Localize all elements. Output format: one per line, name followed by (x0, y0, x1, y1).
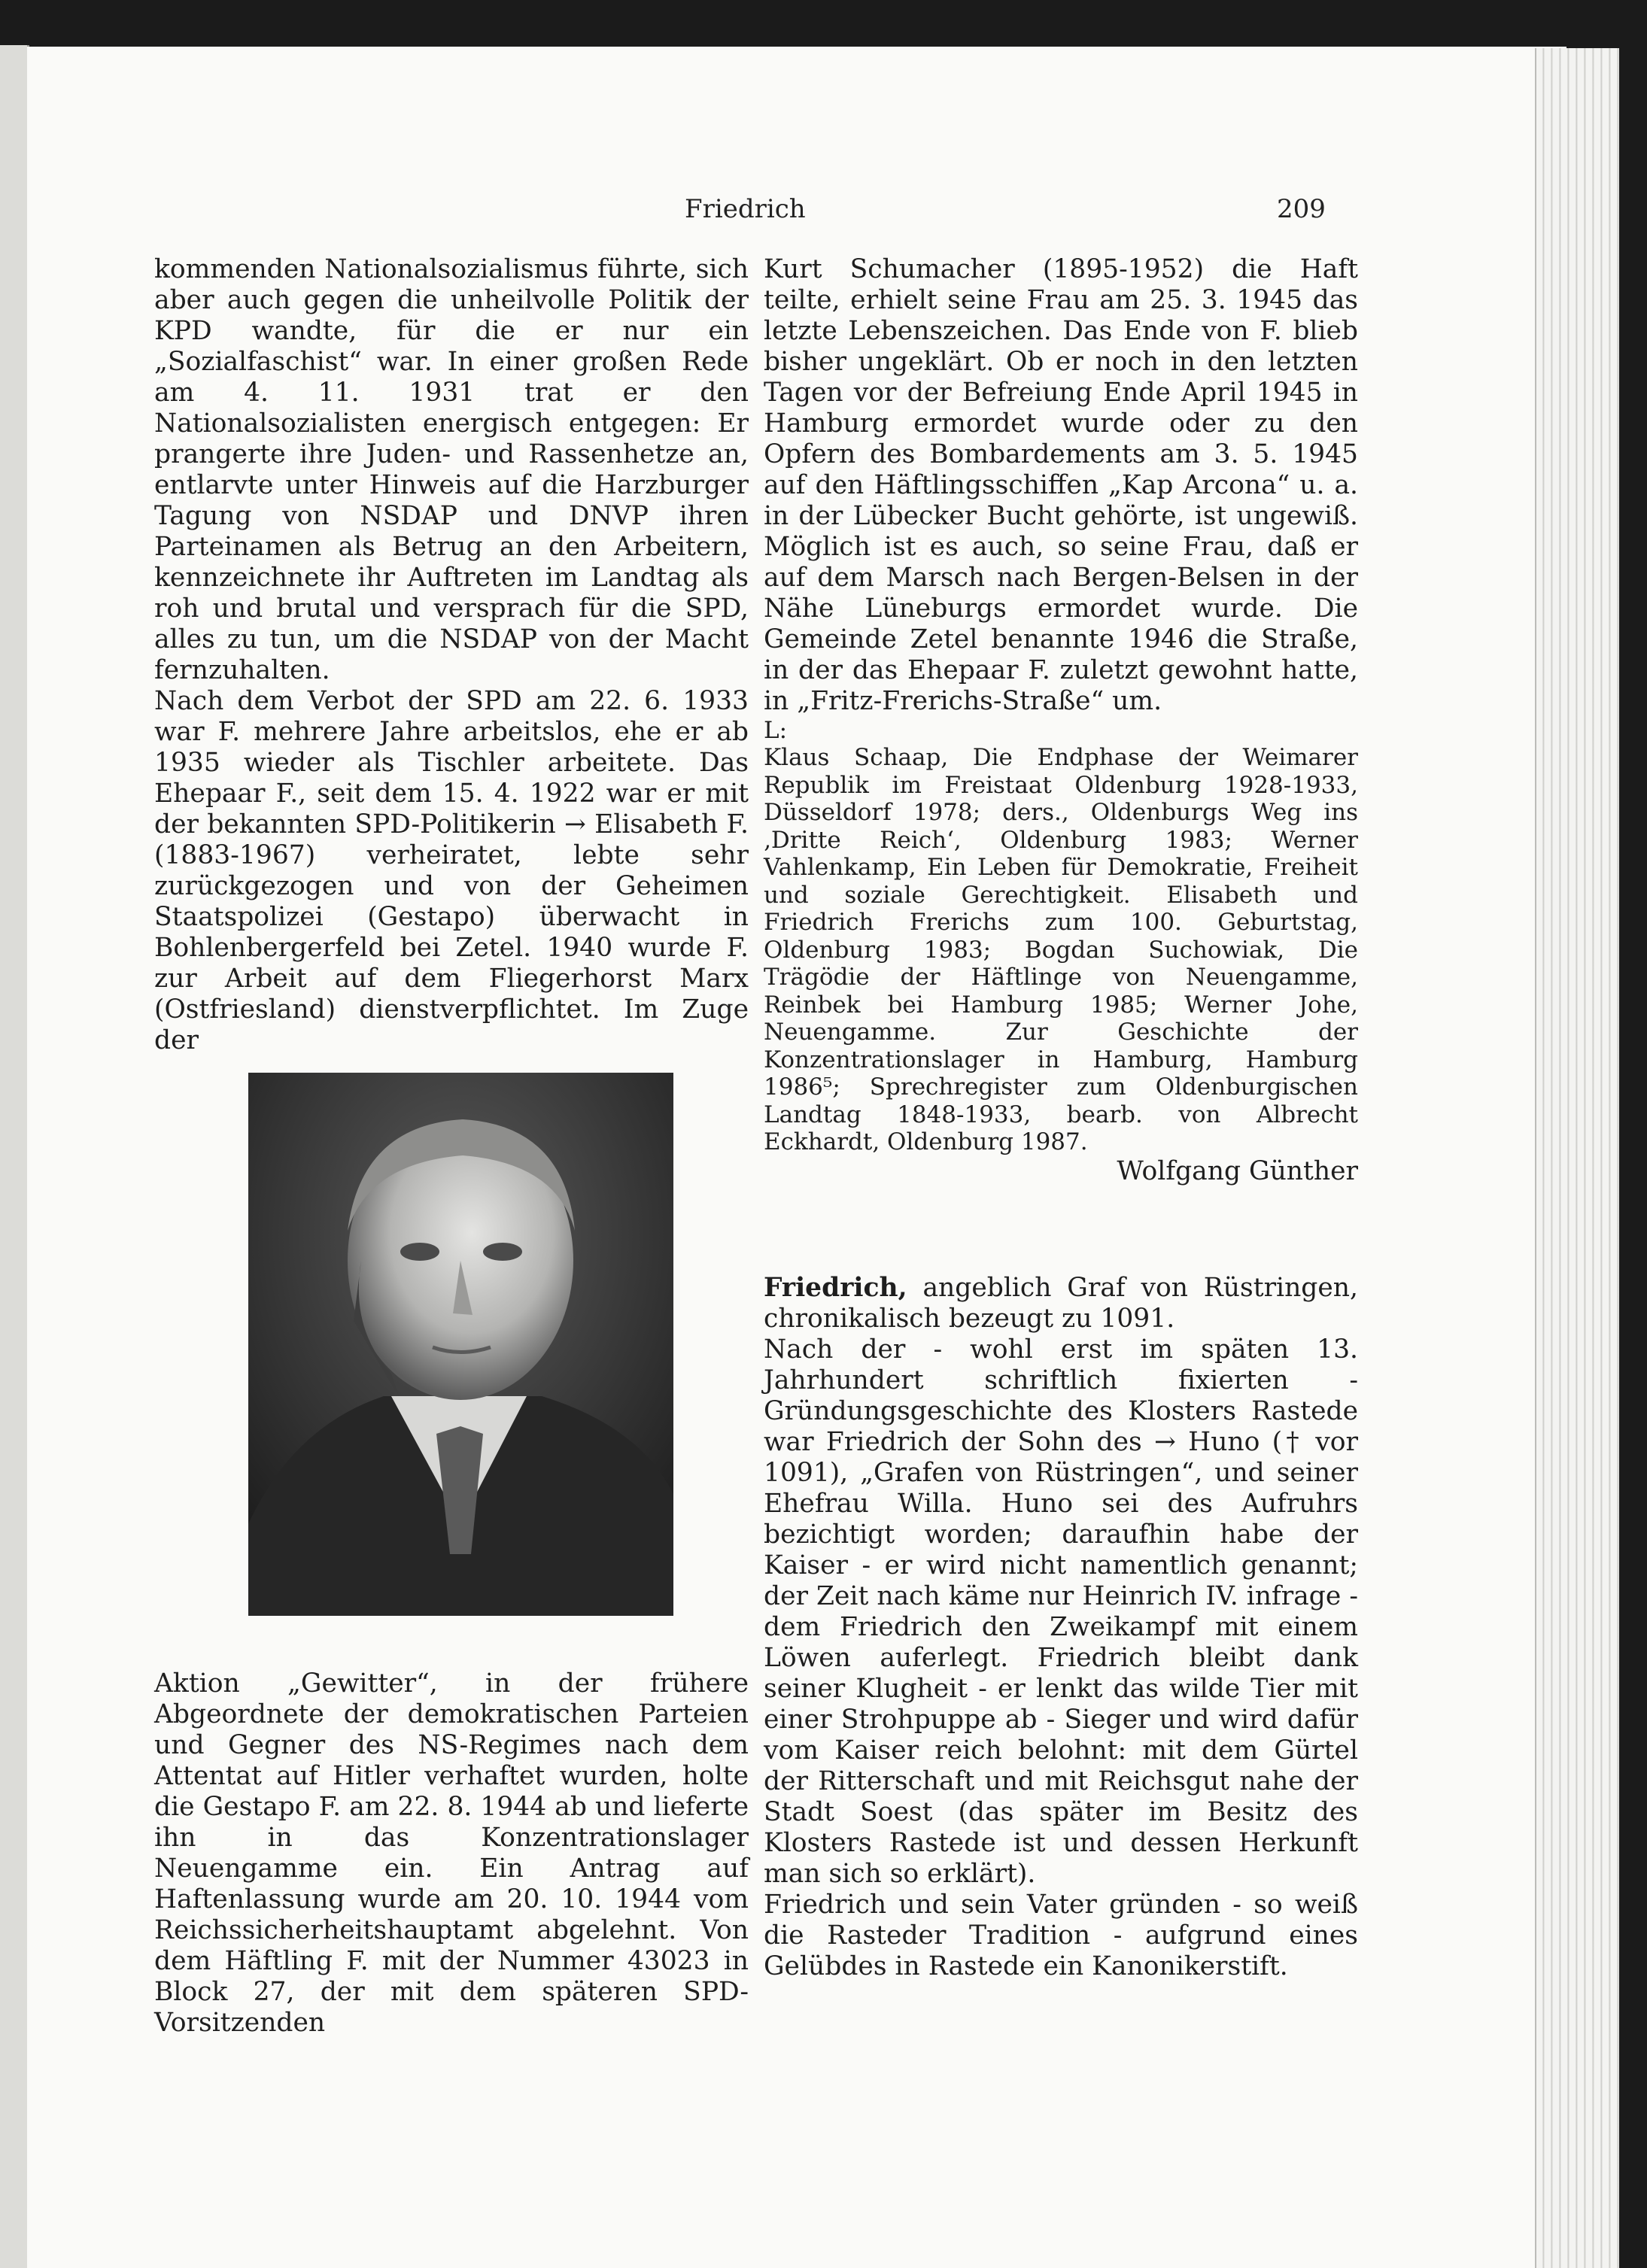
page-number: 209 (1277, 194, 1326, 224)
running-head: Friedrich (685, 194, 806, 224)
entry-heading (764, 1273, 1358, 1334)
paragraph: Friedrich und sein Vater gründen - so weiß die Rasteder Tradition - aufgrund eines Gelübdes in Rastede ein Kanonikerstift. (764, 1889, 1358, 1981)
entry-intro: angeblich Graf von Rüstringen, chronikalisch bezeugt zu 1091. (764, 1272, 1358, 1334)
portrait-photo (248, 1073, 673, 1616)
page-stack-edge (1535, 48, 1619, 2268)
literature-list: Klaus Schaap, Die Endphase der Weimarer Republik im Freistaat Oldenburg 1928-1933, Düsseldorf 1978; ders., Oldenburgs Weg ins ‚Dritte Reich‘, Oldenburg 1983; Werner Vahlenkamp, Ein Leben für Demokratie, Freiheit und soziale Gerechtigkeit. Elisabeth und Friedrich Frerichs zum 100. Geburtstag, Oldenburg 1983; Bogdan Suchowiak, Die Trägödie der Häftlinge von Neuengamme, Reinbek bei Hamburg 1985; Werner Johe, Neuengamme. Zur Geschichte der Konzentrationslager in Hamburg, Hamburg 1986⁵; Sprechregister zum Oldenburgischen Landtag 1848-1933, bearb. von Albrecht Eckhardt, Oldenburg 1987. (764, 744, 1358, 1155)
left-column-bottom (154, 1668, 749, 2039)
entry-separator (764, 1187, 1358, 1273)
right-column (764, 254, 1358, 1982)
paragraph: Nach dem Verbot der SPD am 22. 6. 1933 war F. mehrere Jahre arbeitslos, ehe er ab 1935 wieder als Tischler arbeitete. Das Ehepaar F., seit dem 15. 4. 1922 war er mit der bekannten SPD-Politikerin → Elisabeth F. (1883-1967) verheiratet, lebte sehr zurückgezogen und von der Geheimen Staatspolizei (Gestapo) überwacht in Bohlenbergerfeld bei Zetel. 1940 wurde F. zur Arbeit auf dem Fliegerhorst Marx (Ostfriesland) dienstverpflichtet. Im Zuge der (154, 686, 749, 1055)
entry-lemma: Friedrich, (764, 1272, 907, 1303)
paragraph: Nach der - wohl erst im späten 13. Jahrhundert schriftlich fixierten - Gründungsgeschichte des Klosters Rastede war Friedrich der Sohn des → Huno († vor 1091), „Grafen von Rüstringen“, und seiner Ehefrau Willa. Huno sei des Aufruhrs bezichtigt worden; daraufhin habe der Kaiser - er wird nicht namentlich genannt; der Zeit nach käme nur Heinrich IV. infrage - dem Friedrich den Zweikampf mit einem Löwen auferlegt. Friedrich bleibt dank seiner Klugheit - er lenkt das wilde Tier mit einer Strohpuppe ab - Sieger und wird dafür vom Kaiser reich belohnt: mit dem Gürtel der Ritterschaft und mit Reichsgut nahe der Stadt Soest (das später im Besitz des Klosters Rastede ist und dessen Herkunft man sich so erklärt). (764, 1334, 1358, 1889)
paragraph: kommenden Nationalsozialismus führte, sich aber auch gegen die unheilvolle Politik der KPD wandte, für die er nur ein „Sozialfaschist“ war. In einer großen Rede am 4. 11. 1931 trat er den Nationalsozialisten energisch entgegen: Er prangerte ihre Juden- und Rassenhetze an, entlarvte unter Hinweis auf die Harzburger Tagung von NSDAP und DNVP ihren Parteinamen als Betrug an den Arbeitern, kennzeichnete ihr Auftreten im Landtag als roh und brutal und versprach für die SPD, alles zu tun, um die NSDAP von der Macht fernzuhalten. (154, 254, 749, 685)
paragraph: Kurt Schumacher (1895-1952) die Haft teilte, erhielt seine Frau am 25. 3. 1945 das letzte Lebenszeichen. Das Ende von F. blieb bisher ungeklärt. Ob er noch in den letzten Tagen vor der Befreiung Ende April 1945 in Hamburg ermordet wurde oder zu den Opfern des Bombardements am 3. 5. 1945 auf den Häftlingsschiffen „Kap Arcona“ u. a. in der Lübecker Bucht gehörte, ist ungewiß. Möglich ist es auch, so seine Frau, daß er auf dem Marsch nach Bergen-Belsen in der Nähe Lüneburgs ermordet wurde. Die Gemeinde Zetel benannte 1946 die Straße, in der das Ehepaar F. zuletzt gewohnt hatte, in „Fritz-Frerichs-Straße“ um. (764, 254, 1358, 716)
left-page-edge (0, 45, 29, 2268)
literature-label: L: (764, 717, 788, 744)
author-signature: Wolfgang Günther (1117, 1155, 1358, 1186)
left-column-top (154, 254, 749, 1056)
portrait-illustration (248, 1073, 673, 1616)
paragraph: Aktion „Gewitter“, in der frühere Abgeordnete der demokratischen Parteien und Gegner des NS-Regimes nach dem Attentat auf Hitler verhaftet wurden, holte die Gestapo F. am 22. 8. 1944 ab und lieferte ihn in das Konzentrationslager Neuengamme ein. Ein Antrag auf Haftenlassung wurde am 20. 10. 1944 vom Reichssicherheitshauptamt abgelehnt. Von dem Häftling F. mit der Nummer 43023 in Block 27, der mit dem späteren SPD-Vorsitzenden (154, 1668, 749, 2038)
page-header (0, 194, 1354, 232)
